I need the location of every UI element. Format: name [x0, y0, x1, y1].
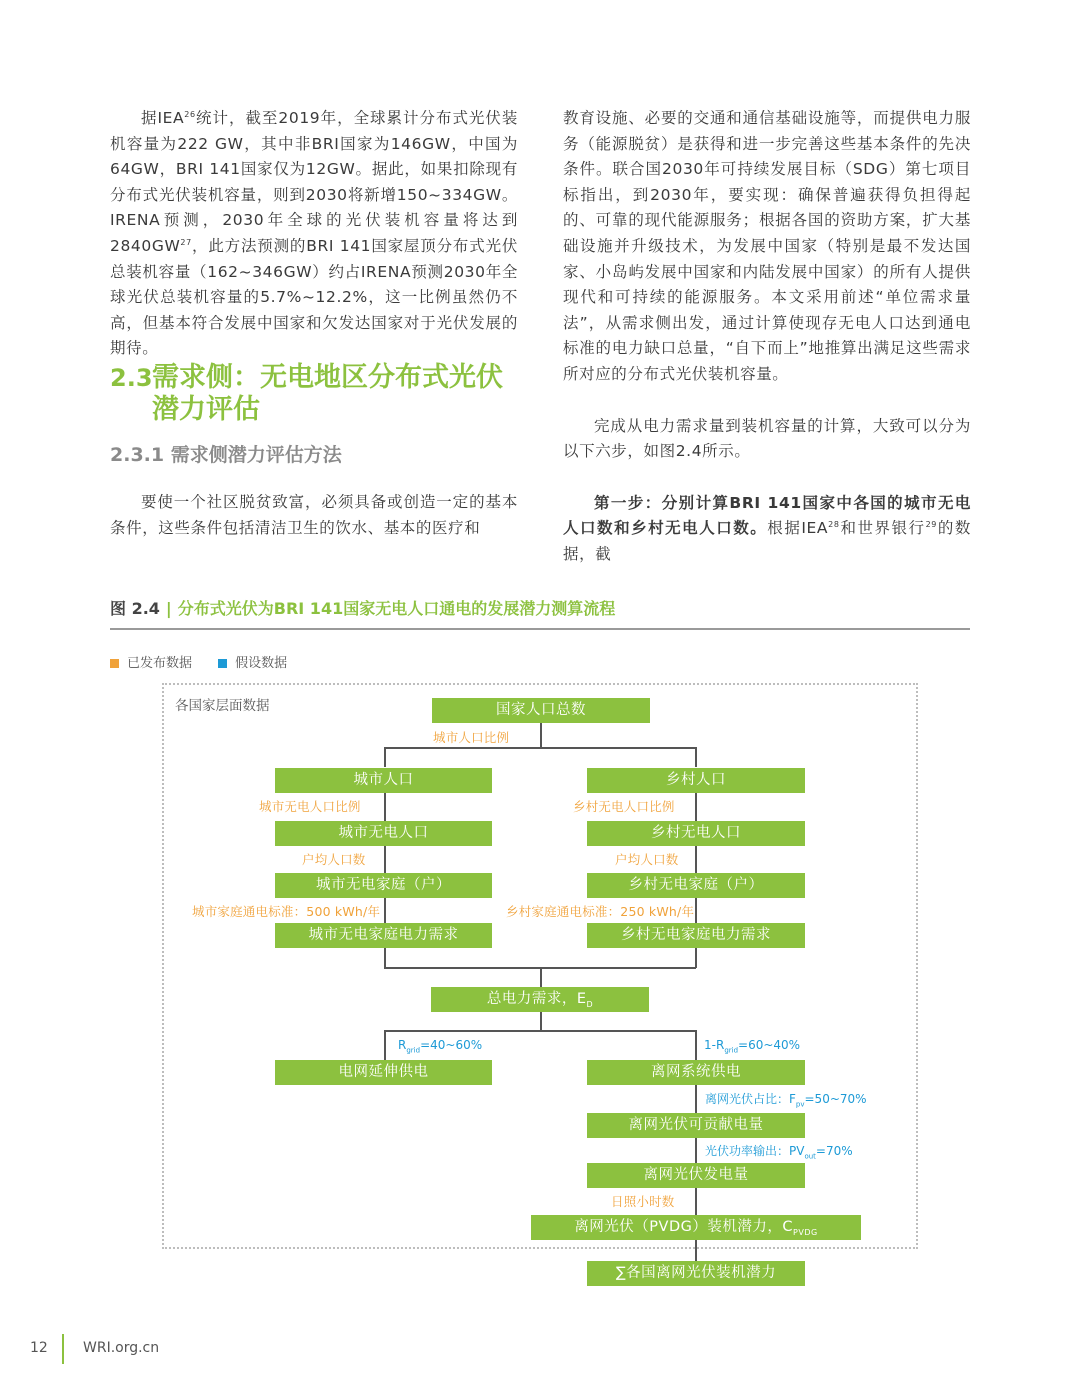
node-total-demand: 总电力需求，$E_D$ [431, 987, 649, 1012]
footer-divider [62, 1334, 64, 1364]
node-offgrid-pv-generation: 离网光伏发电量 [587, 1163, 805, 1188]
right-paragraph-2: 完成从电力需求量到装机容量的计算，大致可以分为以下六步，如图2.4所示。 [563, 416, 971, 461]
label-urban-ratio: 城市人口比例 [433, 730, 510, 745]
label-urban-standard: 城市家庭通电标准：500 kWh/年 [192, 904, 381, 919]
subsection-title: 2.3.1 需求侧潜力评估方法 [110, 444, 342, 466]
label-rural-no-elec-ratio: 乡村无电人口比例 [573, 799, 675, 814]
connector-line [384, 747, 696, 749]
connector-line [695, 897, 697, 923]
connector-line [384, 897, 386, 923]
node-rural-demand: 乡村无电家庭电力需求 [587, 923, 805, 948]
connector-line [540, 722, 542, 748]
left-paragraph-1: 据IEA$^{26}$统计，截至2019年，全球累计分布式光伏装机容量为222 GW，其中非BRI国家为146GW，中国为64GW，BRI 141国家仅为12GW。据此，如果扣除现有分布式光伏装机容量，则到2030将新增150~334GW。IRENA预测，2030年全球的光伏装机容量将达到2840GW$^{27}$，此方法预测的BRI 141国家屋顶分布式光伏总装机容量（162~346GW）约占IRENA预测2030年全球光伏总装机容量的5.7%~12.2%，这一比例虽然仍不高，但基本符合发展中国家和欠发达国家对于光伏发展的期待。 [110, 109, 518, 358]
node-rural-no-electricity: 乡村无电人口 [587, 821, 805, 846]
connector-line [695, 947, 697, 968]
node-urban-demand: 城市无电家庭电力需求 [275, 923, 492, 948]
label-r-grid: $R_{grid}=40\sim 60\%$ [398, 1038, 483, 1055]
node-urban-households: 城市无电家庭（户） [275, 873, 492, 898]
legend-published: 已发布数据 [110, 656, 192, 671]
connector-line [695, 1137, 697, 1163]
node-national-population: 国家人口总数 [432, 698, 650, 723]
right-paragraph-1: 教育设施、必要的交通和通信基础设施等，而提供电力服务（能源脱贫）是获得和进一步完善这些基本条件的先决条件。联合国2030年可持续发展目标（SDG）第七项目标指出，到2030年，要实现：确保普遍获得负担得起的、可靠的现代能源服务；根据各国的资助方案，扩大基础设施并升级技术，为发展中国家（特别是最不发达国家、小岛屿发展中国家和内陆发展中国家）的所有人提供现代和可持续的能源服务。本文采用前述“单位需求量法”，从需求侧出发，通过计算使现存无电人口达到通电标准的电力缺口总量，“自下而上”地推算出满足这些需求所对应的分布式光伏装机容量。 [563, 109, 971, 383]
connector-line [384, 1030, 386, 1060]
right-paragraph-3: 第一步：分别计算BRI 141国家中各国的城市无电人口数和乡村无电人口数。根据IEA$^{28}$和世界银行$^{29}$的数据，截 [563, 493, 972, 563]
page-number: 12 [30, 1340, 48, 1356]
label-household-size-urban: 户均人口数 [302, 852, 366, 867]
label-household-size-rural: 户均人口数 [615, 852, 679, 867]
connector-line [695, 747, 697, 767]
legend-assumed: 假设数据 [218, 656, 287, 671]
connector-line [384, 1030, 696, 1032]
label-pvout: 光伏功率输出：$PV_{out}=70\%$ [705, 1144, 853, 1161]
label-rural-standard: 乡村家庭通电标准：250 kWh/年 [506, 904, 695, 919]
connector-line [540, 1011, 542, 1031]
connector-line [384, 747, 386, 767]
node-rural-population: 乡村人口 [587, 768, 805, 793]
connector-line [695, 1187, 697, 1215]
right-column [563, 106, 971, 568]
figure-title: 图 2.4 | 分布式光伏为BRI 141国家无电人口通电的发展潜力测算流程 [110, 599, 616, 618]
left-column-bottom [110, 490, 518, 541]
node-grid-extension: 电网延伸供电 [275, 1060, 492, 1085]
node-pvdg-capacity: 离网光伏（PVDG）装机潜力，$C_{PVDG}$ [531, 1215, 861, 1240]
left-column [110, 106, 518, 362]
node-offgrid-supply: 离网系统供电 [587, 1060, 805, 1085]
connector-line [384, 947, 386, 968]
node-rural-households: 乡村无电家庭（户） [587, 873, 805, 898]
figure-legend [110, 652, 309, 671]
connector-line [695, 1030, 697, 1060]
label-r-offgrid: $1-R_{grid}=60\sim 40\%$ [704, 1038, 801, 1055]
connector-line [540, 967, 542, 987]
connector-line [384, 845, 386, 874]
section-title: 2.3需求侧：无电地区分布式光伏 潜力评估 [110, 362, 503, 425]
connector-line [695, 1085, 697, 1113]
node-urban-no-electricity: 城市无电人口 [275, 821, 492, 846]
figure-rule [110, 628, 970, 630]
left-paragraph-2: 要使一个社区脱贫致富，必须具备或创造一定的基本条件，这些条件包括清洁卫生的饮水、基本的医疗和 [110, 493, 518, 537]
label-urban-no-elec-ratio: 城市无电人口比例 [259, 799, 361, 814]
connector-line [695, 1240, 697, 1261]
figure-box-label: 各国家层面数据 [175, 698, 270, 714]
connector-line [384, 792, 386, 821]
label-sun-hours: 日照小时数 [611, 1194, 675, 1209]
connector-line [695, 792, 697, 821]
node-offgrid-pv-energy: 离网光伏可贡献电量 [587, 1113, 805, 1138]
connector-line [695, 845, 697, 874]
node-sum-capacity: ∑各国离网光伏装机潜力 [587, 1261, 805, 1286]
node-urban-population: 城市人口 [275, 768, 492, 793]
label-fpv: 离网光伏占比：$F_{pv}=50\sim 70\%$ [705, 1092, 867, 1109]
footer-site: WRI.org.cn [83, 1340, 160, 1356]
